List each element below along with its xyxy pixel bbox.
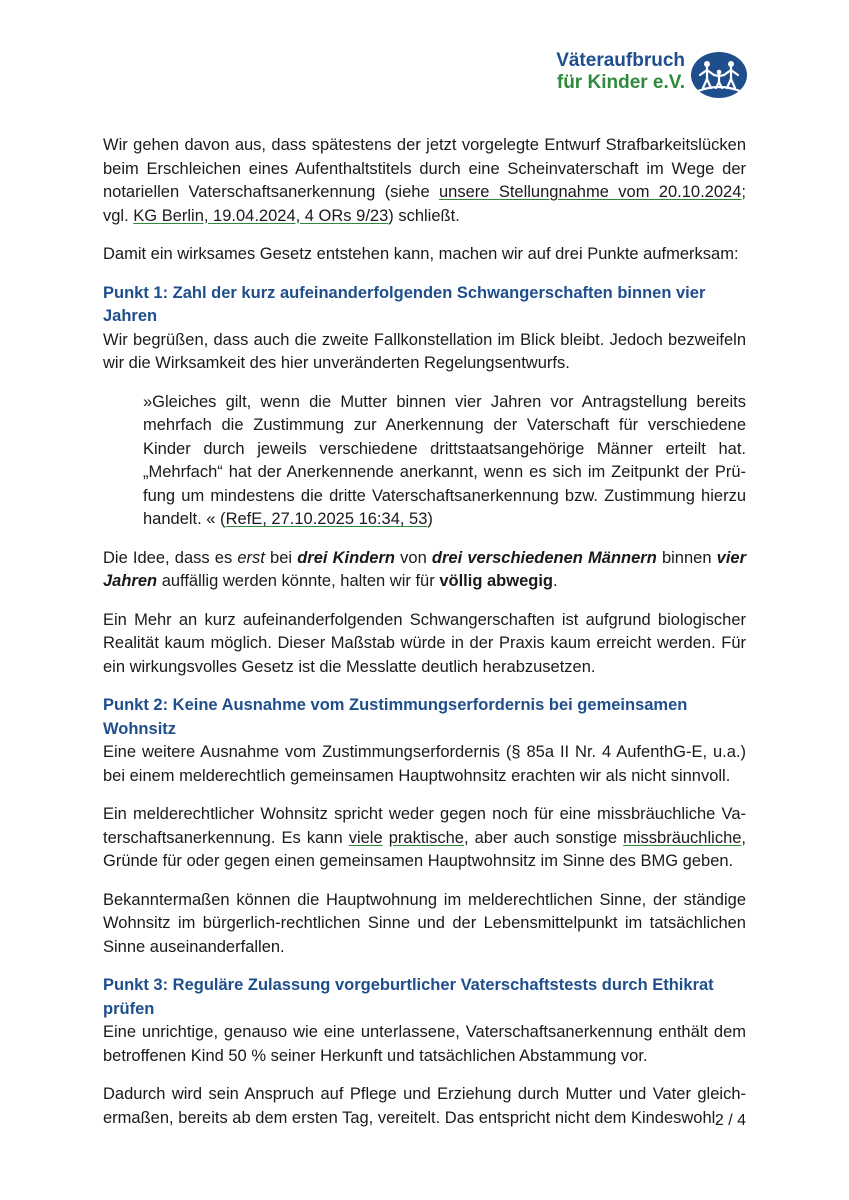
quote-refe (143, 391, 746, 532)
punkt-1-paragraph-2 (103, 547, 746, 594)
emphasis: erst (237, 548, 265, 567)
punkt-3-paragraph-1: Eine unrichtige, genauso wie eine unterlassene, Vaterschaftsanerkennung enthält dem betroffenen Kind 50 % seiner Herkunft und tatsächlichen Abstammung vor. (103, 1023, 746, 1065)
intro-paragraph-2: Damit ein wirksames Gesetz entstehen kann, machen wir auf drei Punkte aufmerksam: (103, 245, 739, 263)
link-praktische[interactable]: praktische (388, 828, 464, 847)
quote-text: »Gleiches gilt, wenn die Mutter binnen vier Jahren vor Antragstellung bereits mehrfach die Zustimmung zur Anerkennung der Vaterschaft für verschiedene Kinder durch jeweils verschiedene drittstaatsangehörige Männer erteilt hat. „Mehrfach“ hat der Anerkennende anerkannt, wenn es sich im Zeitpunkt der Prüfung um mindestens die dritte Vaterschaftsanerkennung bzw. Zustimmung hierzu handelt. « ( (143, 392, 746, 528)
section-punkt-3 (103, 974, 746, 1130)
document-body (103, 134, 746, 1145)
emphasis: drei verschiedenen Männern (431, 548, 657, 567)
family-emblem-icon (690, 51, 748, 99)
text: von (394, 548, 432, 567)
link-viele[interactable]: viele (348, 828, 383, 847)
punkt-1-paragraph-1: Wir begrüßen, dass auch die zweite Fallkonstellation im Blick bleibt. Jedoch bezweifeln wir die Wirksamkeit des hier unveränderten Regelungsentwurfs. (103, 330, 746, 372)
section-punkt-1 (103, 282, 746, 680)
strong: völlig abwegig (439, 572, 553, 590)
punkt-2-paragraph-3: Bekanntermaßen können die Hauptwohnung im melderechtlichen Sinne, der ständige Wohnsitz im bürgerlich-rechtlichen Sinne und der Lebensmittelpunkt im tatsächlichen Sinne auseinanderfallen. (103, 890, 746, 956)
text: ) schließt. (388, 206, 460, 225)
emphasis: vier Jahren (103, 548, 747, 590)
text: , Gründe für oder gegen einen gemeinsamen Hauptwohnsitz im Sinne des BMG geben. (103, 828, 747, 870)
text: binnen (656, 548, 717, 567)
link-missbraeuchliche[interactable]: missbräuchliche (623, 828, 742, 847)
heading-punkt-2: Punkt 2: Keine Ausnahme vom Zustimmungserfordernis bei gemeinsamen Wohnsitz (103, 696, 688, 738)
page-number: 2 / 4 (714, 1112, 746, 1129)
intro-paragraph-1 (103, 134, 746, 228)
text: Wir gehen davon aus, dass spätestens der jetzt vorgelegte Entwurf Strafbarkeitslücken beim Erschleichen eines Aufenthaltstitels durch eine Scheinvaterschaft im Wege der notariellen Vaterschaftsanerkennung (siehe (103, 136, 746, 201)
link-stellungnahme[interactable]: unsere Stellungnahme vom 20.10.2024 (439, 183, 742, 201)
logo-line-2: für Kinder e.V. (556, 72, 685, 93)
logo-line-1: Väteraufbruch (556, 50, 685, 71)
punkt-2-paragraph-1: Eine weitere Ausnahme vom Zustimmungserfordernis (§ 85a II Nr. 4 AufenthG-E, u.a.) bei einem melderechtlich gemeinsamen Hauptwohnsitz erachten wir als nicht sinnvoll. (103, 743, 746, 785)
section-punkt-2 (103, 694, 746, 959)
text: bei (264, 548, 298, 567)
heading-punkt-1: Punkt 1: Zahl der kurz aufeinanderfolgenden Schwangerschaften binnen vier Jahren (103, 283, 706, 325)
punkt-1-paragraph-3: Ein Mehr an kurz aufeinanderfolgenden Schwangerschaften ist aufgrund biologischer Realität kaum möglich. Dieser Maßstab würde in der Praxis kaum erreicht werden. Für ein wirkungsvolles Gesetz ist die Messlatte deutlich herabzusetzen. (103, 610, 746, 676)
logo (550, 50, 750, 102)
link-kg-berlin[interactable]: KG Berlin, 19.04.2024, 4 ORs 9/23 (133, 206, 389, 225)
punkt-2-paragraph-2 (103, 803, 746, 874)
text: ) (427, 510, 433, 528)
text: . (553, 572, 558, 590)
text: Die Idee, dass es (103, 548, 238, 567)
link-refe[interactable]: RefE, 27.10.2025 16:34, 53 (225, 510, 428, 528)
text: ; vgl. (103, 183, 746, 225)
text: , aber auch sonstige (463, 828, 624, 847)
punkt-3-paragraph-2: Dadurch wird sein Anspruch auf Pflege und Erziehung durch Mutter und Vater gleichermaßen, bereits ab dem ersten Tag, vereitelt. Das entspricht nicht dem Kindeswohl. (103, 1085, 746, 1127)
text: auffällig werden könnte, halten wir für (157, 572, 440, 590)
text: Ein melderechtlicher Wohnsitz spricht weder gegen noch für eine missbräuchliche Vaterschaftsanerkennung. Es kann (103, 805, 746, 847)
heading-punkt-3: Punkt 3: Reguläre Zulassung vorgeburtlicher Vaterschaftstests durch Ethikrat prüfen (103, 976, 714, 1018)
emphasis: drei Kindern (297, 548, 395, 567)
logo-text (550, 50, 685, 94)
